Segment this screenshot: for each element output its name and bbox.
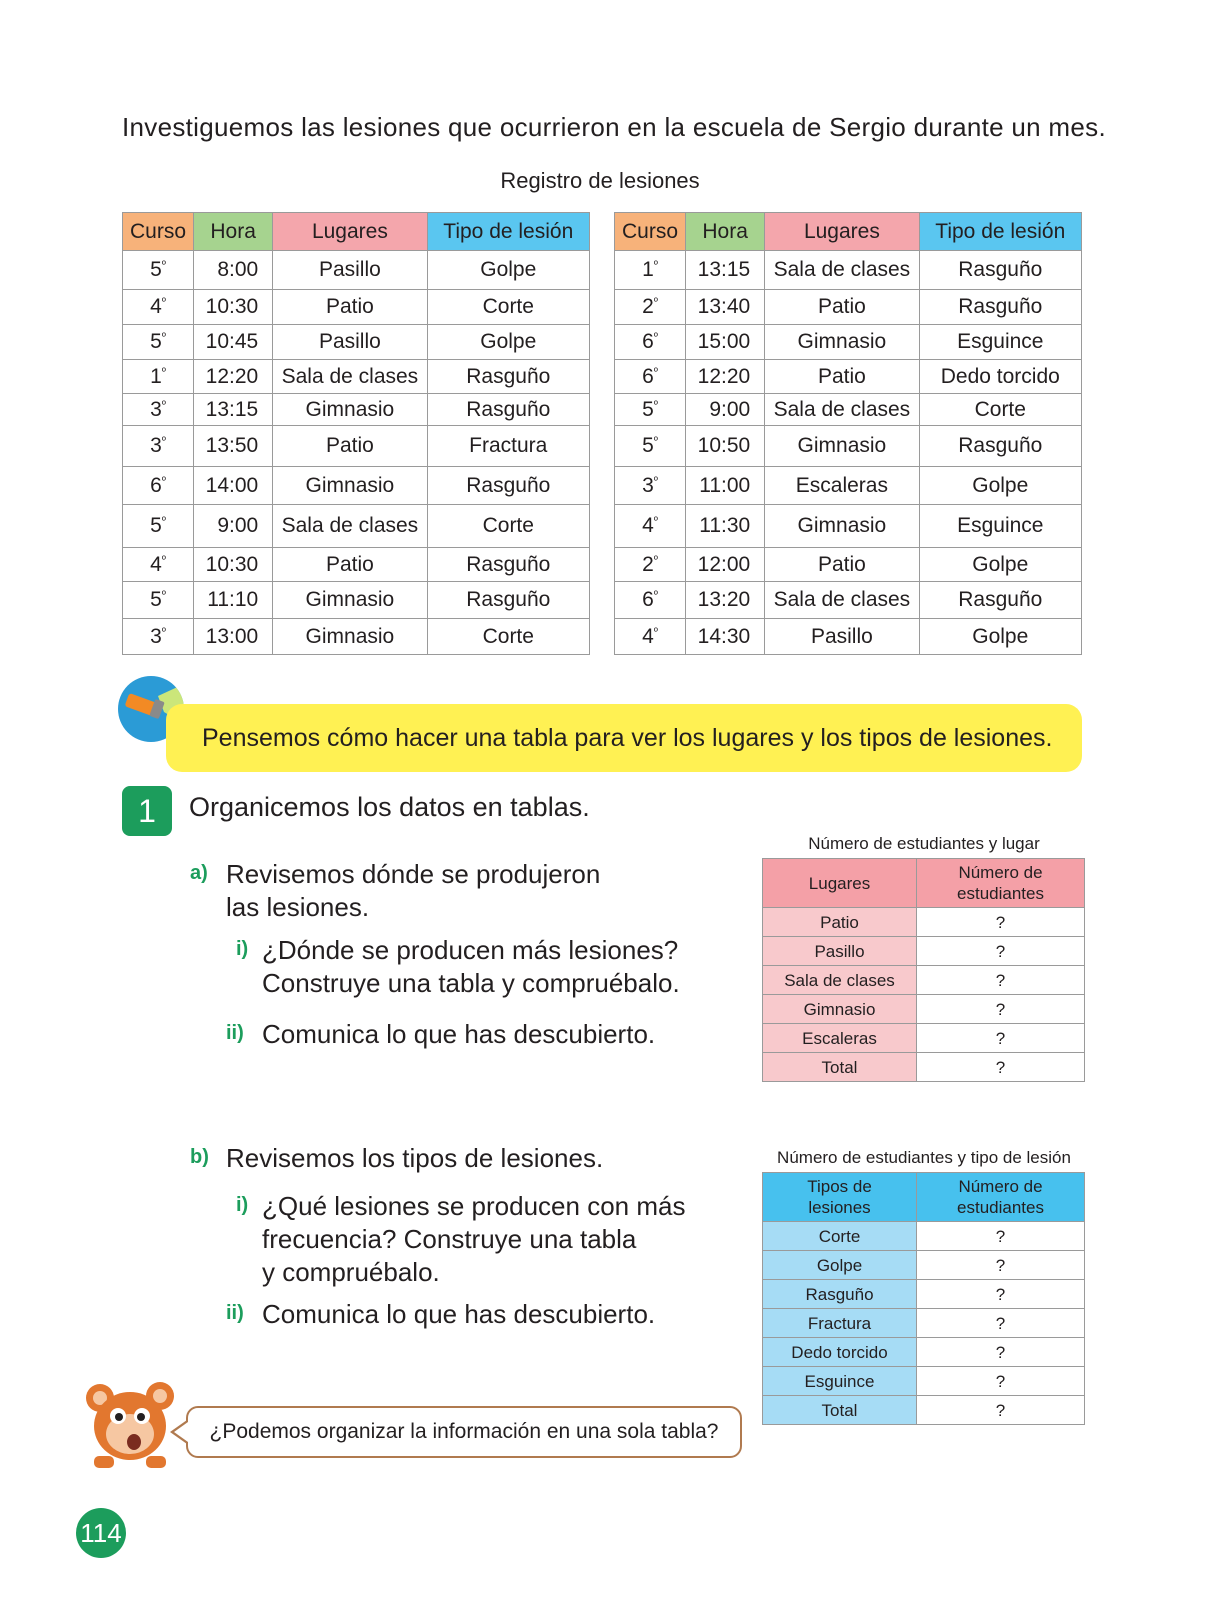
curso-cell [123,426,194,467]
part-b-i-text: ¿Qué lesiones se producen con más frecuencia? Construye una tabla y compruébalo. [262,1191,686,1287]
curso-cell [123,505,194,548]
registro-row [615,582,1082,619]
summary-label: Pasillo [763,937,917,966]
part-a-label: a) [190,862,208,884]
lugar-cell: Gimnasio [273,394,427,426]
curso-value: 5 [150,588,162,611]
curso-cell [615,290,686,325]
ordinal-mark: º [161,296,166,308]
lugar-cell: Sala de clases [765,394,919,426]
summary-value: ? [917,1338,1085,1367]
curso-value: 4 [642,514,654,537]
summary-row [763,1367,1085,1396]
registro-row [123,325,590,360]
summary-value: ? [917,1024,1085,1053]
summary-value: ? [917,1309,1085,1338]
banner: Pensemos cómo hacer una tabla para ver los lugares y los tipos de lesiones. [166,704,1082,772]
hora-cell: 11:10 [194,582,273,619]
summary-value: ? [917,1053,1085,1082]
tipo-cell: Rasguño [427,548,589,582]
registro-row [615,394,1082,426]
tipo-cell: Rasguño [919,426,1081,467]
lugar-cell: Gimnasio [273,582,427,619]
curso-cell [123,394,194,426]
registro-title: Registro de lesiones [500,168,700,193]
summary-label: Golpe [763,1251,917,1280]
lugar-cell: Gimnasio [765,426,919,467]
ordinal-mark: º [653,296,658,308]
curso-value: 5 [150,330,162,353]
speech-bubble: ¿Podemos organizar la información en una sola tabla? [186,1406,742,1458]
summary-row [763,937,1085,966]
part-a-i-text: ¿Dónde se producen más lesiones? Construye una tabla y compruébalo. [262,935,680,998]
summary-value: ? [917,1367,1085,1396]
summary-label: Dedo torcido [763,1338,917,1367]
hora-cell: 10:30 [194,548,273,582]
summary-value: ? [917,1396,1085,1425]
tipo-cell: Golpe [427,325,589,360]
curso-value: 1 [150,364,162,388]
curso-value: 5 [642,397,654,421]
part-a-ii-text: Comunica lo que has descubierto. [262,1019,656,1049]
registro-row [123,394,590,426]
curso-cell [615,325,686,360]
summary-row [763,966,1085,995]
tipo-cell: Golpe [919,548,1081,582]
summary-row [763,1024,1085,1053]
curso-value: 2 [642,552,654,576]
summary-label: Corte [763,1222,917,1251]
ordinal-mark: º [653,589,658,601]
lugar-cell: Patio [273,548,427,582]
tipo-cell: Esguince [919,325,1081,360]
lugar-cell: Escaleras [765,467,919,505]
summary-label: Rasguño [763,1280,917,1309]
monkey-mascot-icon [80,1376,180,1477]
curso-value: 3 [150,397,162,421]
curso-value: 6 [150,473,162,497]
tabla-lugar-header-2: Número de estudiantes [917,859,1085,908]
curso-value: 5 [150,514,162,537]
curso-value: 5 [150,258,162,281]
header-curso: Curso [615,213,686,251]
part-a-ii-label: ii) [226,1022,244,1044]
tipo-cell: Rasguño [427,582,589,619]
ordinal-mark: º [161,259,166,271]
summary-row [763,1053,1085,1082]
registro-row [615,360,1082,394]
ordinal-mark: º [653,331,658,343]
curso-value: 6 [642,364,654,388]
hora-cell: 12:20 [686,360,765,394]
summary-row [763,1280,1085,1309]
summary-row [763,1338,1085,1367]
tabla-tipo [762,1172,1085,1425]
tipo-cell: Rasguño [919,251,1081,290]
ordinal-mark: º [653,398,658,411]
header-tipo: Tipo de lesión [919,213,1081,251]
registro-row [615,290,1082,325]
registro-row [123,360,590,394]
hora-cell: 10:45 [194,325,273,360]
registro-row [123,548,590,582]
tipo-cell: Dedo torcido [919,360,1081,394]
ordinal-mark: º [161,515,166,527]
hora-cell: 13:15 [686,251,765,290]
hora-cell: 12:20 [194,360,273,394]
hora-cell: 11:00 [686,467,765,505]
ordinal-mark: º [161,435,166,447]
page-number: 114 [76,1508,126,1558]
summary-value: ? [917,937,1085,966]
bubble-tail-inner [174,1422,188,1442]
header-hora: Hora [686,213,765,251]
hora-cell: 8:00 [194,251,273,290]
registro-row [123,290,590,325]
registro-row [123,505,590,548]
lugar-cell: Patio [765,360,919,394]
lugar-cell: Pasillo [273,325,427,360]
summary-row [763,1396,1085,1425]
registro-row [615,505,1082,548]
curso-value: 4 [642,624,654,648]
registro-row [615,467,1082,505]
registro-row [123,426,590,467]
curso-cell [615,360,686,394]
tipo-cell: Golpe [427,251,589,290]
summary-label: Total [763,1396,917,1425]
curso-value: 6 [642,588,654,611]
registro-row [615,325,1082,360]
hora-cell: 9:00 [194,505,273,548]
tipo-cell: Corte [427,505,589,548]
curso-cell [123,251,194,290]
question-text: Organicemos los datos en tablas. [189,792,590,822]
registro-row [123,619,590,655]
hora-cell: 15:00 [686,325,765,360]
hora-cell: 13:50 [194,426,273,467]
tipo-cell: Rasguño [919,290,1081,325]
registro-row [615,426,1082,467]
ordinal-mark: º [653,515,658,527]
summary-label: Escaleras [763,1024,917,1053]
curso-cell [123,582,194,619]
tabla-tipo-header-2: Número de estudiantes [917,1173,1085,1222]
lugar-cell: Sala de clases [273,360,427,394]
registro-table-right [614,212,1082,655]
summary-label: Gimnasio [763,995,917,1024]
hora-cell: 11:30 [686,505,765,548]
registro-row [615,619,1082,655]
lugar-cell: Gimnasio [765,505,919,548]
tipo-cell: Rasguño [427,394,589,426]
ordinal-mark: º [161,398,166,411]
registro-row [615,251,1082,290]
tipo-cell: Corte [919,394,1081,426]
ordinal-mark: º [161,589,166,601]
hora-cell: 14:30 [686,619,765,655]
tabla-lugar-title: Número de estudiantes y lugar [808,834,1040,853]
lugar-cell: Patio [273,290,427,325]
hora-cell: 14:00 [194,467,273,505]
registro-row [615,548,1082,582]
tipo-cell: Rasguño [919,582,1081,619]
header-curso: Curso [123,213,194,251]
registro-table-left [122,212,590,655]
hora-cell: 13:20 [686,582,765,619]
tipo-cell: Golpe [919,467,1081,505]
tabla-tipo-title: Número de estudiantes y tipo de lesión [777,1148,1071,1167]
hora-cell: 13:40 [686,290,765,325]
curso-cell [123,467,194,505]
ordinal-mark: º [653,474,658,487]
summary-row [763,908,1085,937]
ordinal-mark: º [161,474,166,487]
summary-value: ? [917,1222,1085,1251]
curso-value: 3 [642,473,654,497]
lugar-cell: Sala de clases [765,251,919,290]
lugar-cell: Sala de clases [765,582,919,619]
registro-row [123,582,590,619]
curso-cell [123,290,194,325]
summary-row [763,1222,1085,1251]
part-b-i-label: i) [236,1194,249,1216]
curso-cell [615,548,686,582]
lugar-cell: Patio [765,548,919,582]
summary-row [763,995,1085,1024]
ordinal-mark: º [161,331,166,343]
ordinal-mark: º [653,435,658,447]
header-lugares: Lugares [273,213,427,251]
curso-cell [123,325,194,360]
summary-value: ? [917,966,1085,995]
ordinal-mark: º [161,625,166,638]
curso-cell [123,619,194,655]
hora-cell: 13:15 [194,394,273,426]
curso-cell [615,467,686,505]
curso-value: 4 [150,552,162,576]
part-b-ii-text: Comunica lo que has descubierto. [262,1299,656,1329]
registro-row [123,467,590,505]
tipo-cell: Fractura [427,426,589,467]
curso-cell [615,251,686,290]
part-a-i-label: i) [236,938,249,960]
hora-cell: 12:00 [686,548,765,582]
summary-label: Fractura [763,1309,917,1338]
curso-value: 6 [642,330,654,353]
header-tipo: Tipo de lesión [427,213,589,251]
header-hora: Hora [194,213,273,251]
intro-text: Investiguemos las lesiones que ocurrieron en la escuela de Sergio durante un mes. [122,112,1106,142]
tabla-lugar-header-1: Lugares [763,859,917,908]
tipo-cell: Esguince [919,505,1081,548]
curso-cell [615,426,686,467]
part-b-text: Revisemos los tipos de lesiones. [226,1143,604,1173]
summary-label: Total [763,1053,917,1082]
tipo-cell: Corte [427,619,589,655]
hora-cell: 9:00 [686,394,765,426]
hora-cell: 10:30 [194,290,273,325]
curso-cell [123,548,194,582]
ordinal-mark: º [653,365,658,378]
summary-label: Esguince [763,1367,917,1396]
curso-value: 1 [642,258,654,281]
summary-value: ? [917,1280,1085,1309]
summary-label: Sala de clases [763,966,917,995]
lugar-cell: Gimnasio [765,325,919,360]
summary-value: ? [917,995,1085,1024]
curso-value: 3 [150,624,162,648]
lugar-cell: Patio [765,290,919,325]
curso-cell [123,360,194,394]
ordinal-mark: º [653,259,658,271]
ordinal-mark: º [653,553,658,566]
curso-cell [615,505,686,548]
curso-value: 2 [642,295,654,318]
part-b-ii-label: ii) [226,1302,244,1324]
tipo-cell: Corte [427,290,589,325]
lugar-cell: Gimnasio [273,467,427,505]
ordinal-mark: º [161,365,166,378]
summary-row [763,1309,1085,1338]
question-number: 1 [122,786,172,836]
ordinal-mark: º [653,625,658,638]
curso-cell [615,619,686,655]
header-lugares: Lugares [765,213,919,251]
hora-cell: 10:50 [686,426,765,467]
part-b-label: b) [190,1146,209,1168]
lugar-cell: Pasillo [765,619,919,655]
curso-value: 3 [150,434,162,457]
tipo-cell: Rasguño [427,467,589,505]
hora-cell: 13:00 [194,619,273,655]
summary-value: ? [917,908,1085,937]
part-a-text: Revisemos dónde se produjeron las lesiones. [226,859,601,922]
summary-row [763,1251,1085,1280]
curso-cell [615,582,686,619]
lugar-cell: Pasillo [273,251,427,290]
tabla-tipo-header-1: Tipos de lesiones [763,1173,917,1222]
summary-value: ? [917,1251,1085,1280]
tipo-cell: Rasguño [427,360,589,394]
lugar-cell: Sala de clases [273,505,427,548]
ordinal-mark: º [161,553,166,566]
tabla-lugar [762,858,1085,1082]
tipo-cell: Golpe [919,619,1081,655]
curso-value: 5 [642,434,654,457]
registro-row [123,251,590,290]
curso-cell [615,394,686,426]
summary-label: Patio [763,908,917,937]
lugar-cell: Gimnasio [273,619,427,655]
curso-value: 4 [150,295,162,318]
lugar-cell: Patio [273,426,427,467]
